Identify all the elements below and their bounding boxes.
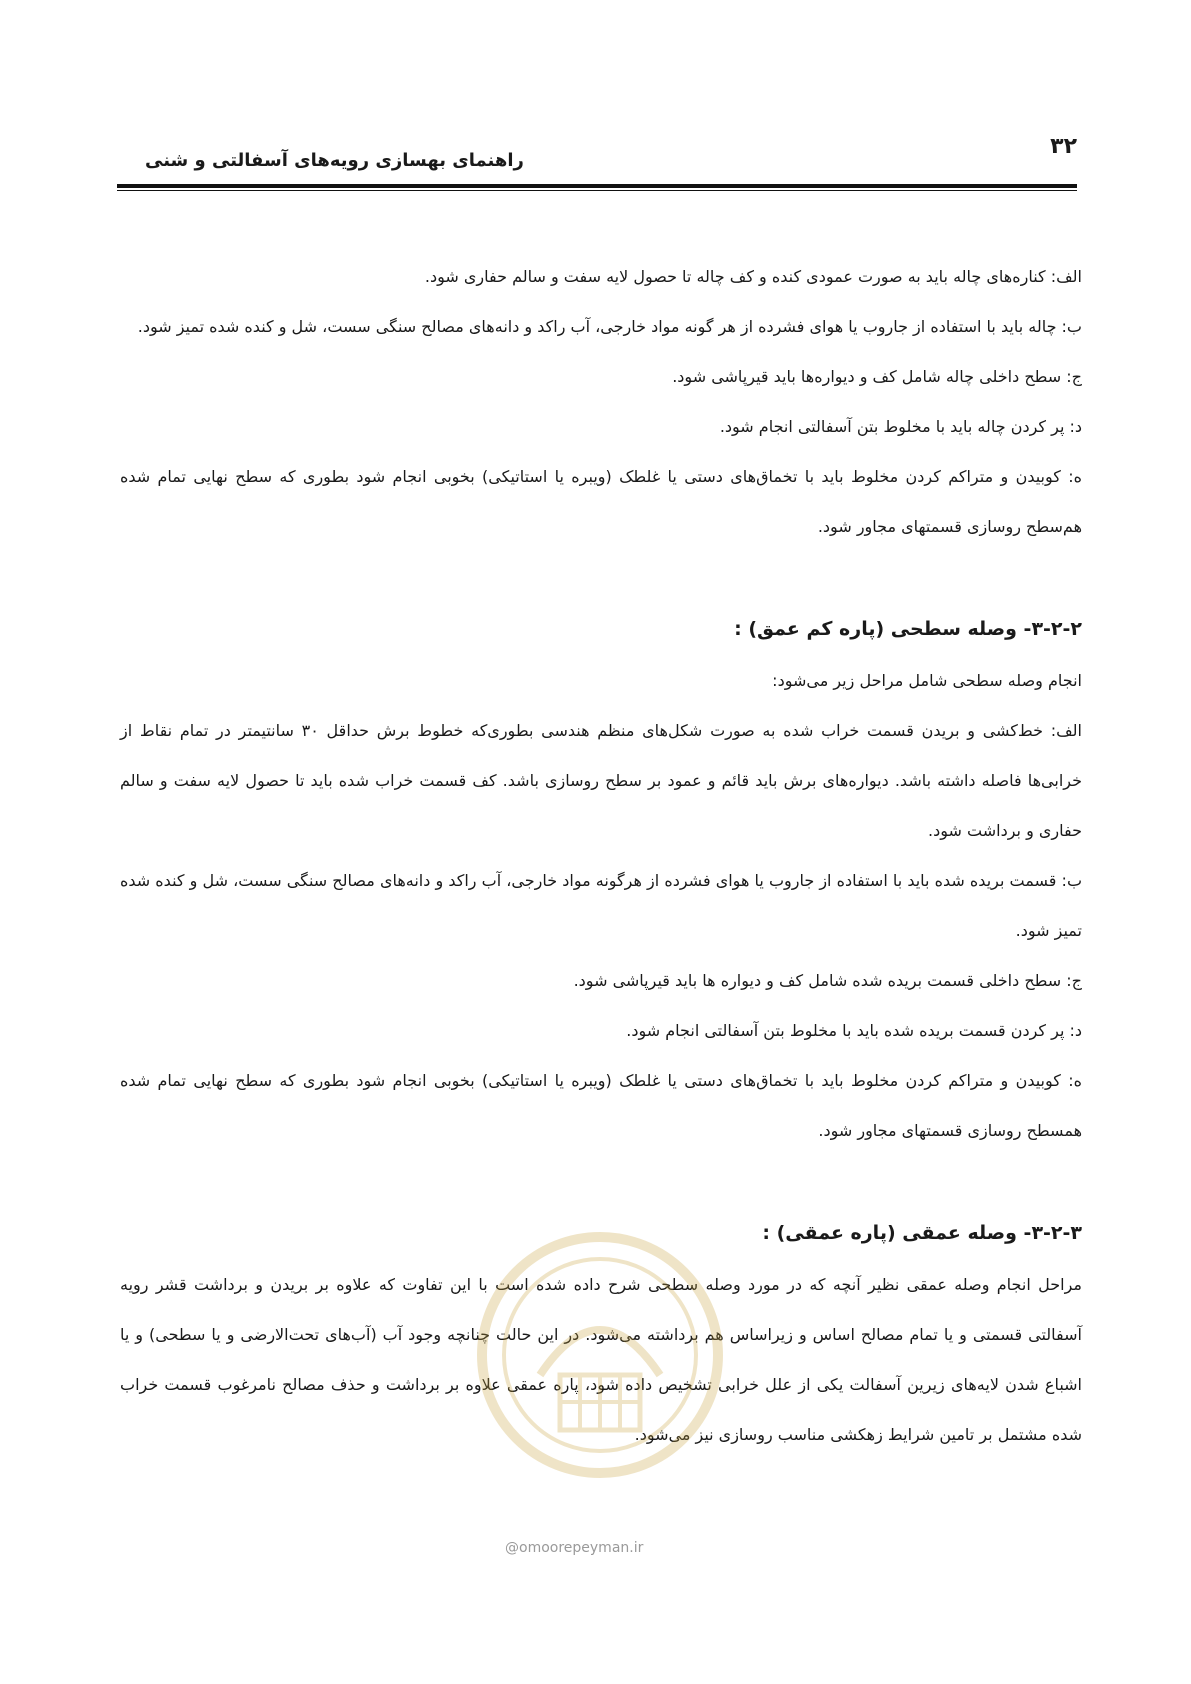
- page-header: [117, 128, 1077, 188]
- page-number: ۳۲: [1050, 134, 1077, 159]
- section-gap: [120, 552, 1082, 602]
- step-jim: ج: سطح داخلی قسمت بریده شده شامل کف و دیواره ها باید قیرپاشی شود.: [573, 971, 1082, 990]
- header-rule-thin: [117, 190, 1077, 191]
- step-he: ه: کوبیدن و متراکم کردن مخلوط باید با تخماق‌های دستی یا غلطک (ویبره یا استاتیکی) بخوبی انجام شود بطوری که سطح نهایی تمام شده همسطح روسازی قسمتهای مجاور شود.: [120, 1071, 1082, 1140]
- paragraph-alef: الف: کناره‌های چاله باید به صورت عمودی کنده و کف چاله تا حصول لایه سفت و سالم حفاری شود.: [424, 267, 1082, 286]
- watermark-url: @omoorepeyman.ir: [505, 1540, 644, 1556]
- paragraph-dal: د: پر کردن چاله باید با مخلوط بتن آسفالتی انجام شود.: [719, 417, 1082, 436]
- paragraph-he: ه: کوبیدن و متراکم کردن مخلوط باید با تخماق‌های دستی یا غلطک (ویبره یا استاتیکی) بخوبی انجام شود بطوری که سطح نهایی تمام شده هم‌سطح روسازی قسمتهای مجاور شود.: [120, 467, 1082, 536]
- step-dal: د: پر کردن قسمت بریده شده باید با مخلوط بتن آسفالتی انجام شود.: [626, 1021, 1082, 1040]
- section-gap: [120, 1156, 1082, 1206]
- step-alef: الف: خط‌کشی و بریدن قسمت خراب شده به صورت شکل‌های منظم هندسی بطوری‌که خطوط برش حداقل ۳۰ سانتیمتر در تمام نقاط از خرابی‌ها فاصله داشته باشد. دیواره‌های برش باید قائم و عمود بر سطح روسازی باشد. کف قسمت خراب شده باید تا حصول لایه سفت و سالم حفاری و برداشت شود.: [120, 721, 1083, 840]
- section-heading-deep-patch: ۳-۲-۳- وصله عمقی (پاره عمقی) :: [762, 1222, 1082, 1244]
- section-heading-surface-patch: ۳-۲-۲- وصله سطحی (پاره کم عمق) :: [734, 618, 1082, 640]
- header-rule: [117, 184, 1077, 188]
- step-be: ب: قسمت بریده شده باید با استفاده از جاروب یا هوای فشرده از هرگونه مواد خارجی، آب راکد و دانه‌های مصالح سنگی سست، شل و کنده شده تمیز شود.: [120, 871, 1082, 940]
- paragraph-be: ب: چاله باید با استفاده از جاروب یا هوای فشرده از هر گونه مواد خارجی، آب راکد و دانه‌های مصالح سنگی سست، شل و کنده شده تمیز شود.: [137, 317, 1082, 336]
- paragraph-jim: ج: سطح داخلی چاله شامل کف و دیواره‌ها باید قیرپاشی شود.: [672, 367, 1082, 386]
- deep-patch-body: مراحل انجام وصله عمقی نظیر آنچه که در مورد وصله سطحی شرح داده شده است با این تفاوت که علاوه بر بریدن و برداشت قشر رویه آسفالتی قسمتی و یا تمام مصالح اساس و زیراساس هم برداشته می‌شود. در این حالت چنانچه وجود آب (آب‌های تحت‌الارضی و یا سطحی) و یا اشباع شدن لایه‌های زیرین آسفالت یکی از علل خرابی تشخیص داده شود، پاره عمقی علاوه بر برداشت و حذف مصالح نامرغوب قسمت خراب شده مشتمل بر تامین شرایط زهکشی مناسب روسازی نیز می‌شود.: [120, 1275, 1082, 1444]
- page-body: [120, 252, 1082, 1460]
- section-intro: انجام وصله سطحی شامل مراحل زیر می‌شود:: [772, 671, 1082, 690]
- running-title: راهنمای بهسازی رویه‌های آسفالتی و شنی: [145, 150, 524, 171]
